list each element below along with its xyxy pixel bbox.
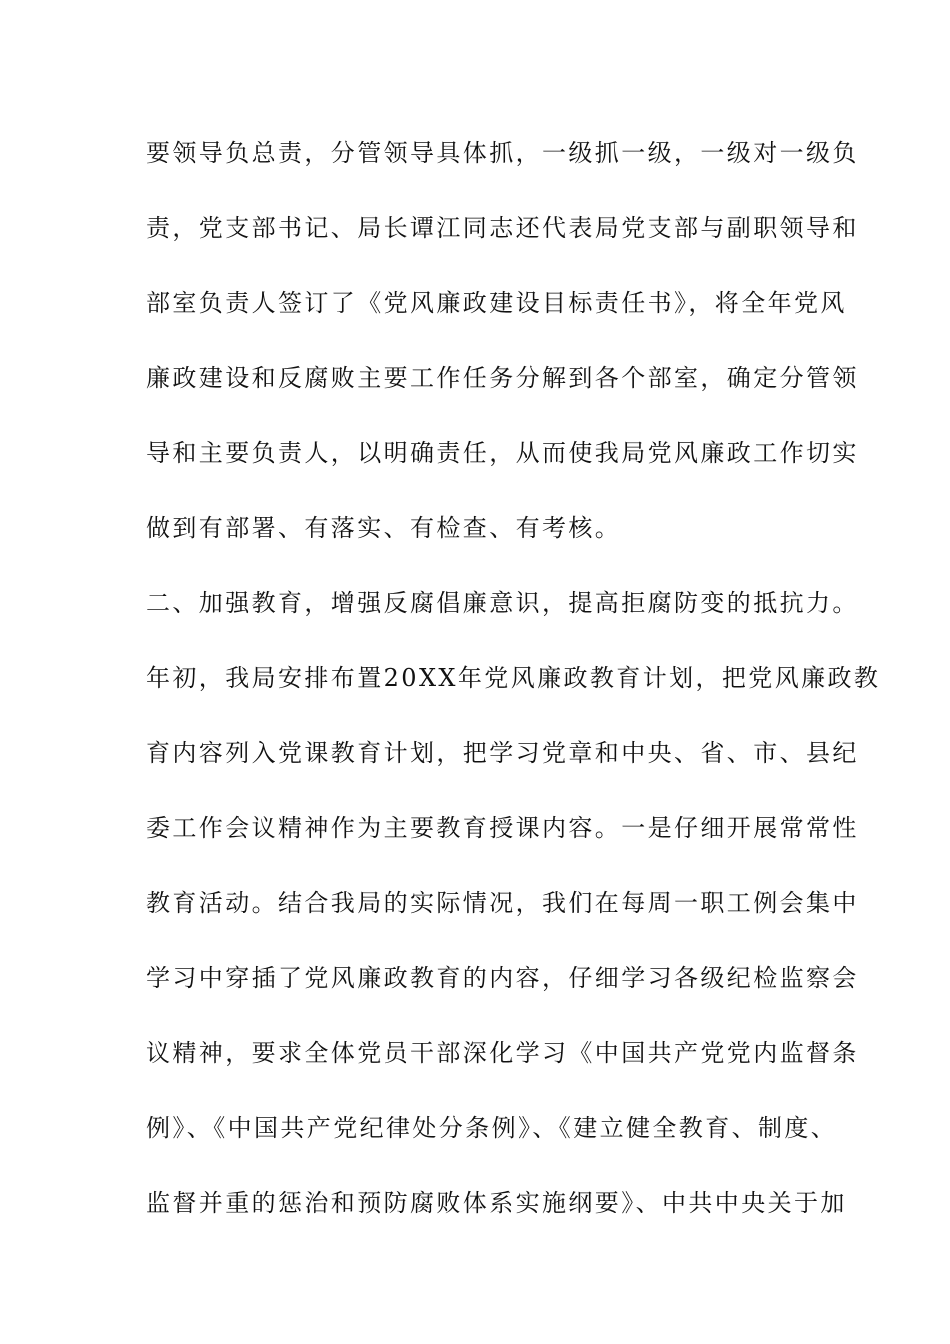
text-line: 导和主要负责人，以明确责任，从而使我局党风廉政工作切实	[146, 439, 859, 467]
text-line: 要领导负总责，分管领导具体抓，一级抓一级，一级对一级负	[146, 139, 859, 167]
text-line: 责，党支部书记、局长谭江同志还代表局党支部与副职领导和	[146, 214, 859, 242]
text-line: 育内容列入党课教育计划，把学习党章和中央、省、市、县纪	[146, 739, 859, 767]
text-line: 教育活动。结合我局的实际情况，我们在每周一职工例会集中	[146, 889, 859, 917]
section-heading: 二、加强教育，增强反腐倡廉意识，提高拒腐防变的抵抗力。	[146, 589, 859, 617]
text-line: 例》、《中国共产党纪律处分条例》、《建立健全教育、制度、	[146, 1114, 838, 1142]
text-line: 议精神，要求全体党员干部深化学习《中国共产党党内监督条	[146, 1039, 859, 1067]
text-line: 学习中穿插了党风廉政教育的内容，仔细学习各级纪检监察会	[146, 964, 859, 992]
body-text	[146, 133, 881, 1258]
text-line: 廉政建设和反腐败主要工作任务分解到各个部室，确定分管领	[146, 364, 859, 392]
text-line: 部室负责人签订了《党风廉政建设目标责任书》，将全年党风	[146, 289, 847, 317]
text-line: 委工作会议精神作为主要教育授课内容。一是仔细开展常常性	[146, 814, 859, 842]
text-line: 做到有部署、有落实、有检查、有考核。	[146, 514, 622, 542]
text-line: 监督并重的惩治和预防腐败体系实施纲要》、中共中央关于加	[146, 1189, 847, 1217]
text-line: 年初，我局安排布置20XX年党风廉政教育计划，把党风廉政教	[146, 664, 881, 692]
